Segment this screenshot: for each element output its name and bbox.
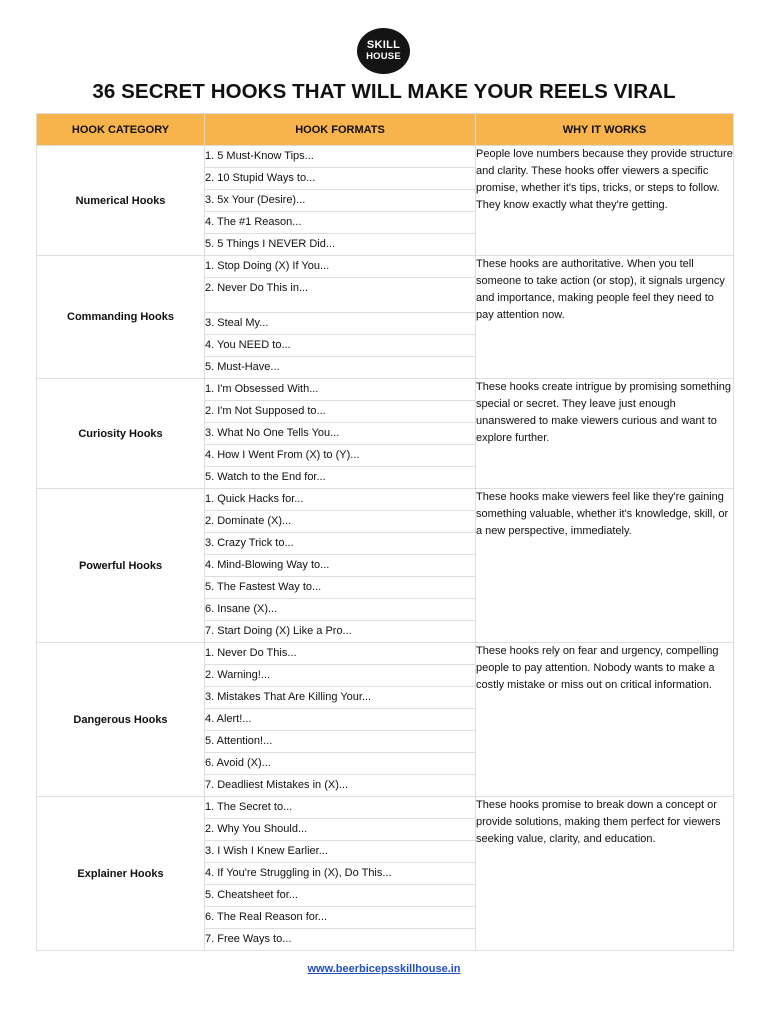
- hook-format-cell: [205, 753, 476, 775]
- hook-format-text: 2. Warning!...: [205, 669, 271, 681]
- hook-format-cell: [205, 885, 476, 907]
- hook-format-cell: [205, 313, 476, 335]
- hook-category-cell: Powerful Hooks: [37, 489, 205, 643]
- hook-category-cell: Numerical Hooks: [37, 146, 205, 256]
- hook-format-cell: [205, 168, 476, 190]
- hook-format-cell: [205, 775, 476, 797]
- hook-format-text: 4. Mind-Blowing Way to...: [205, 559, 330, 571]
- hook-format-cell: [205, 621, 476, 643]
- hook-format-cell: [205, 907, 476, 929]
- skill-house-logo: [357, 28, 410, 74]
- hook-format-cell: [205, 278, 476, 313]
- hook-format-cell: [205, 146, 476, 168]
- hook-format-cell: [205, 423, 476, 445]
- hook-format-text: 3. 5x Your (Desire)...: [205, 194, 306, 206]
- hook-format-text: 7. Deadliest Mistakes in (X)...: [205, 779, 349, 791]
- hook-format-text: 4. The #1 Reason...: [205, 216, 302, 228]
- hook-format-text: 1. Quick Hacks for...: [205, 493, 304, 505]
- hook-format-text: 4. If You're Struggling in (X), Do This...: [205, 867, 392, 879]
- hook-format-text: 2. Why You Should...: [205, 823, 308, 835]
- hook-category-cell: Commanding Hooks: [37, 256, 205, 379]
- hook-format-cell: [205, 335, 476, 357]
- table-row: [37, 489, 734, 511]
- why-it-works-cell: These hooks rely on fear and urgency, compelling people to pay attention. Nobody wants to make a costly mistake or miss out on critical information.: [476, 643, 734, 797]
- hook-format-text: 2. Never Do This in...: [205, 282, 309, 294]
- hook-format-text: 3. Mistakes That Are Killing Your...: [205, 691, 372, 703]
- hook-format-cell: [205, 379, 476, 401]
- why-it-works-cell: These hooks make viewers feel like they're gaining something valuable, whether it's knowledge, skill, or a new perspective, immediately.: [476, 489, 734, 643]
- hook-format-cell: [205, 819, 476, 841]
- hook-format-text: 5. Watch to the End for...: [205, 471, 326, 483]
- hook-category-cell: Curiosity Hooks: [37, 379, 205, 489]
- hook-format-cell: [205, 555, 476, 577]
- hook-format-text: 5. Cheatsheet for...: [205, 889, 298, 901]
- table-row: [37, 379, 734, 401]
- why-it-works-cell: These hooks are authoritative. When you tell someone to take action (or stop), it signals urgency and importance, making people feel they need to pay attention now.: [476, 256, 734, 379]
- hook-format-cell: [205, 687, 476, 709]
- hook-format-cell: [205, 599, 476, 621]
- table-row: [37, 146, 734, 168]
- why-it-works-cell: People love numbers because they provide structure and clarity. These hooks offer viewers a specific promise, whether it's tips, tricks, or steps to follow. They know exactly what they're getting.: [476, 146, 734, 256]
- hook-format-text: 3. Crazy Trick to...: [205, 537, 294, 549]
- hook-format-cell: [205, 577, 476, 599]
- table-header-row: [37, 114, 734, 146]
- hook-format-cell: [205, 234, 476, 256]
- hook-format-text: 6. The Real Reason for...: [205, 911, 328, 923]
- hook-format-cell: [205, 445, 476, 467]
- hooks-table: [36, 113, 734, 951]
- hook-format-text: 1. I'm Obsessed With...: [205, 383, 319, 395]
- hook-format-text: 3. Steal My...: [205, 317, 269, 329]
- hook-format-text: 3. What No One Tells You...: [205, 427, 340, 439]
- hook-format-text: 4. You NEED to...: [205, 339, 291, 351]
- header-hook-category: HOOK CATEGORY: [37, 114, 205, 146]
- hook-format-cell: [205, 929, 476, 951]
- hook-format-text: 1. 5 Must-Know Tips...: [205, 150, 314, 162]
- hook-format-text: 2. 10 Stupid Ways to...: [205, 172, 316, 184]
- hook-format-cell: [205, 401, 476, 423]
- hook-format-text: 1. The Secret to...: [205, 801, 293, 813]
- hook-format-cell: [205, 797, 476, 819]
- hook-format-cell: [205, 212, 476, 234]
- hook-format-cell: [205, 357, 476, 379]
- hook-format-cell: [205, 533, 476, 555]
- table-body: [37, 146, 734, 951]
- hook-format-cell: [205, 665, 476, 687]
- hook-format-text: 2. Dominate (X)...: [205, 515, 292, 527]
- logo-line2: HOUSE: [366, 51, 401, 63]
- logo-line1: SKILL: [366, 39, 401, 52]
- table-row: [37, 797, 734, 819]
- page-title: 36 SECRET HOOKS THAT WILL MAKE YOUR REELS VIRAL: [92, 80, 676, 103]
- hook-format-text: 5. 5 Things I NEVER Did...: [205, 238, 336, 250]
- hook-format-cell: [205, 489, 476, 511]
- hook-format-text: 5. The Fastest Way to...: [205, 581, 322, 593]
- hook-format-text: 6. Insane (X)...: [205, 603, 278, 615]
- hook-format-text: 1. Never Do This...: [205, 647, 297, 659]
- hook-format-cell: [205, 863, 476, 885]
- table-row: [37, 256, 734, 278]
- hook-category-cell: Dangerous Hooks: [37, 643, 205, 797]
- hook-format-text: 3. I Wish I Knew Earlier...: [205, 845, 328, 857]
- hook-format-text: 6. Avoid (X)...: [205, 757, 271, 769]
- hook-format-cell: [205, 643, 476, 665]
- hook-format-cell: [205, 511, 476, 533]
- why-it-works-cell: These hooks create intrigue by promising something special or secret. They leave just enough unanswered to make viewers curious and want to explore further.: [476, 379, 734, 489]
- hook-format-text: 4. Alert!...: [205, 713, 252, 725]
- hook-format-text: 4. How I Went From (X) to (Y)...: [205, 449, 360, 461]
- hook-format-text: 7. Start Doing (X) Like a Pro...: [205, 625, 352, 637]
- header-hook-formats: HOOK FORMATS: [205, 114, 476, 146]
- hook-format-cell: [205, 467, 476, 489]
- hook-format-text: 7. Free Ways to...: [205, 933, 292, 945]
- header-why-it-works: WHY IT WORKS: [476, 114, 734, 146]
- hook-format-cell: [205, 256, 476, 278]
- why-it-works-cell: These hooks promise to break down a concept or provide solutions, making them perfect for viewers seeking value, clarity, and education.: [476, 797, 734, 951]
- hook-category-cell: Explainer Hooks: [37, 797, 205, 951]
- table-row: [37, 643, 734, 665]
- hook-format-text: 1. Stop Doing (X) If You...: [205, 260, 330, 272]
- hook-format-text: 5. Must-Have...: [205, 361, 280, 373]
- hook-format-cell: [205, 731, 476, 753]
- hook-format-cell: [205, 190, 476, 212]
- hook-format-text: 2. I'm Not Supposed to...: [205, 405, 326, 417]
- hook-format-cell: [205, 709, 476, 731]
- hook-format-text: 5. Attention!...: [205, 735, 273, 747]
- website-link[interactable]: www.beerbicepsskillhouse.in: [307, 963, 461, 975]
- hook-format-cell: [205, 841, 476, 863]
